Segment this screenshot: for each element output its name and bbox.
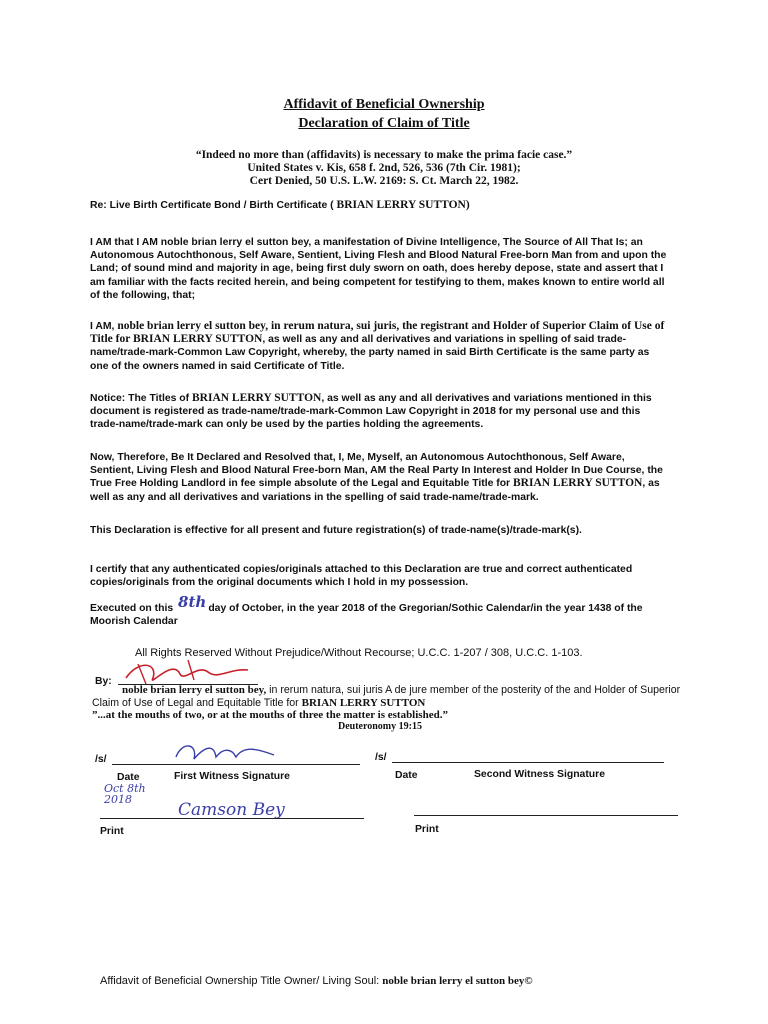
re-label: Re: Live Birth Certificate Bond / Birth Certificate ( — [90, 200, 337, 211]
trade-name: BRIAN LERRY SUTTON — [301, 696, 426, 709]
paragraph-2: I AM, noble brian lerry el sutton bey, in rerum natura, sui juris, the registrant and Holder of Superior Claim of Use of Title for BRIAN LERRY SUTTON, as well as any and all derivatives and variations in spelling of said trade-name/trade-mark-Common Law Copyright, whereby, the party named in said Birth Certificate is the same party as one of the owners named in said Certificate of Title. — [90, 320, 665, 372]
legal-quote — [0, 149, 768, 188]
print-line-right — [414, 815, 678, 816]
paragraph-4: Now, Therefore, Be It Declared and Resolved that, I, Me, Myself, an Autonomous Autochthonous, Self Aware, Sentient, Living Flesh and Blood Natural Free-born Man, AM the Real Party In Interest and Holder In Due Course, the True Free Holding Landlord in fee simple absolute of the Legal and Equitable Title for BRIAN LERRY SUTTON, as well as any and all derivatives and variations in the spelling of said trade-name/trade-mark. — [90, 452, 663, 503]
date-left-label: Date — [117, 772, 140, 783]
document-title: Affidavit of Beneficial Ownership — [283, 97, 485, 112]
first-witness-label: First Witness Signature — [174, 771, 290, 782]
page-footer: Affidavit of Beneficial Ownership Title Owner/ Living Soul: noble brian lerry el sutton bey© — [100, 975, 533, 987]
print-label-left: Print — [100, 826, 124, 837]
scripture-reference: Deuteronomy 19:15 — [338, 721, 422, 732]
date-right-label: Date — [395, 770, 418, 781]
second-witness-label: Second Witness Signature — [474, 769, 605, 780]
quote-line-3: Cert Denied, 50 U.S. L.W. 2169: S. Ct. March 22, 1982. — [249, 175, 519, 187]
scripture-quote: ”...at the mouths of two, or at the mouths of three the matter is established.” — [92, 709, 448, 721]
by-label: By: — [95, 676, 112, 687]
document-subtitle: Declaration of Claim of Title — [298, 116, 470, 131]
print-line-left — [100, 818, 364, 819]
trade-name: BRIAN LERRY SUTTON — [192, 392, 322, 404]
re-line — [90, 199, 670, 212]
paragraph-6: I certify that any authenticated copies/originals attached to this Declaration are true and correct authenticated copies/originals from the original documents which I hold in my possession. — [90, 564, 633, 589]
rights-reserved: All Rights Reserved Without Prejudice/Without Recourse; U.C.C. 1-207 / 308, U.C.C. 1-103. — [135, 647, 583, 659]
sig-label-right: /s/ — [375, 752, 387, 763]
print-label-right: Print — [415, 824, 439, 835]
handwritten-print-name: Camson Bey — [178, 800, 285, 820]
trade-name: BRIAN LERRY SUTTON — [513, 477, 643, 490]
paragraph-1: I AM that I AM noble brian lerry el sutton bey, a manifestation of Divine Intelligence, The Source of All That Is; an Autonomous Autochthonous, Self Aware, Sentient, Living Flesh and Blood Natural Free-born Man from and upon the Land; of sound mind and majority in age, being first duly sworn on oath, does hereby depose, state and assert that I am familiar with the facts recited herein, and being competent for testifying to them, makes known to entire world all of the following, that; — [90, 237, 667, 301]
trade-name: BRIAN LERRY SUTTON — [133, 333, 263, 346]
handwritten-date: Oct 8th 2018 — [104, 782, 146, 806]
handwritten-day: 8th — [178, 593, 207, 611]
quote-line-2: United States v. Kis, 658 f. 2nd, 526, 536 (7th Cir. 1981); — [247, 162, 521, 174]
execution-statement: Executed on this 8th day of October, in the year 2018 of the Gregorian/Sothic Calendar/in the year 1438 of the Moorish Calendar — [90, 593, 643, 628]
paragraph-3: Notice: The Titles of BRIAN LERRY SUTTON, as well as any and all derivatives and variations mentioned in this document is registered as trade-name/trade-mark-Common Law Copyright in 2018 for my personal use and this trade-name/trade-mark can only be used by the parties holding the agreements. — [90, 392, 652, 431]
by-statement: noble brian lerry el sutton bey, in rerum natura, sui juris A de jure member of the posterity of the and Holder of Superior Claim of Use of Legal and Equitable Title for BRIAN LERRY SUTTON ”...at the mouths of two, or at the mouths of three the matter is established.” — [92, 684, 681, 721]
sig-label-left: /s/ — [95, 754, 107, 765]
paragraph-5: This Declaration is effective for all present and future registration(s) of trade-name(s)/trade-mark(s). — [90, 525, 582, 536]
quote-line-1: “Indeed no more than (affidavits) is necessary to make the prima facie case.” — [195, 149, 573, 161]
second-witness-signature-line — [392, 762, 664, 763]
re-name: BRIAN LERRY SUTTON) — [336, 199, 470, 211]
first-witness-signature-image — [170, 737, 280, 767]
